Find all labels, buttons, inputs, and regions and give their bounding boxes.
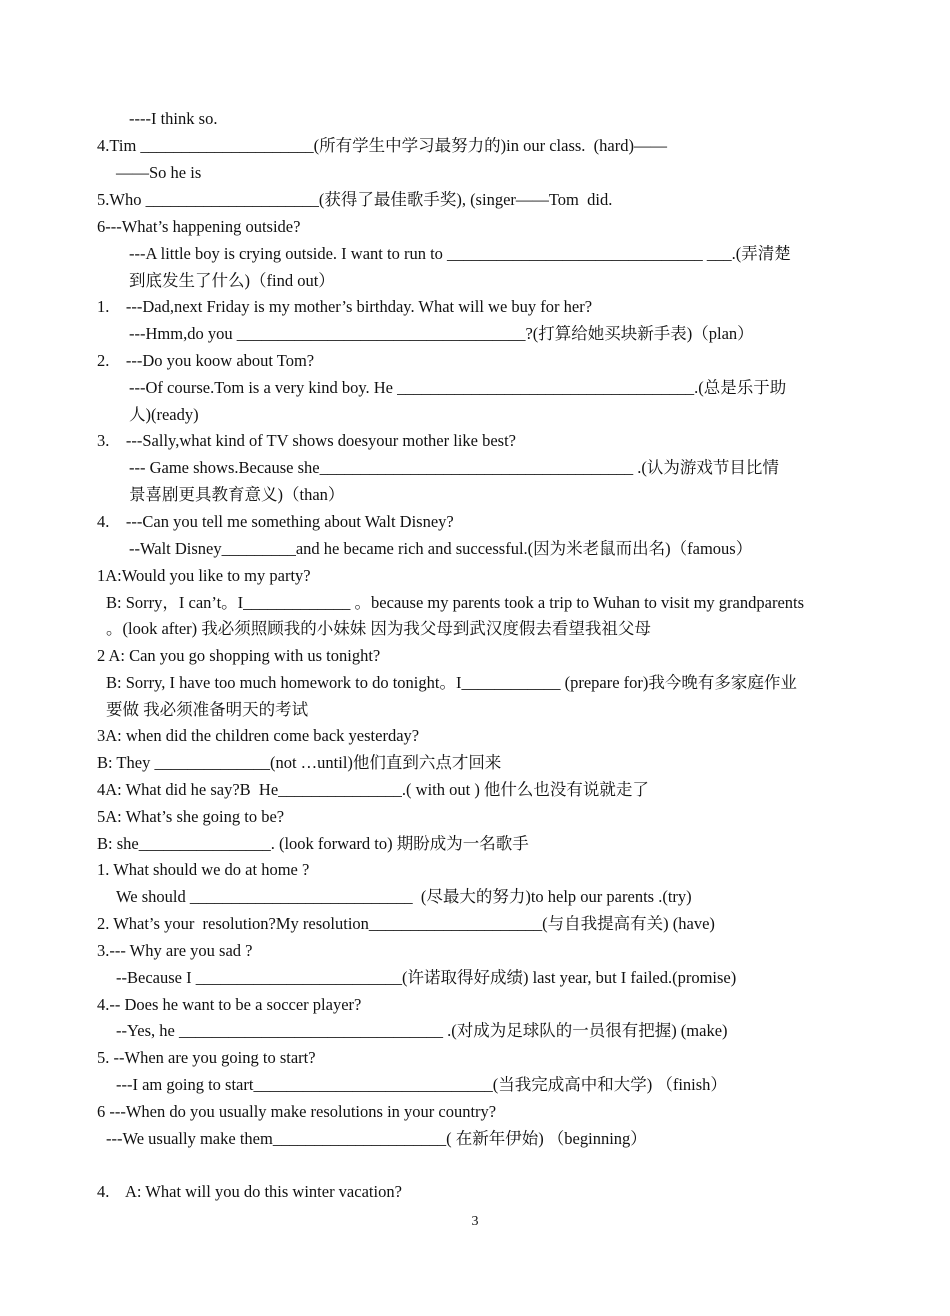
text-line: B: she________________. (look forward to) 期盼成为一名歌手	[97, 834, 529, 853]
text-line: 1A:Would you like to my party?	[97, 566, 311, 585]
text-line: 3A: when did the children come back yesterday?	[97, 726, 420, 745]
text-line: ---We usually make them_____________________( 在新年伊始) （beginning）	[106, 1129, 647, 1148]
text-line: ---Of course.Tom is a very kind boy. He ____________________________________.(总是乐于助	[129, 378, 787, 397]
text-line: ---Hmm,do you ___________________________________?(打算给她买块新手表)（plan）	[129, 324, 754, 343]
text-line: 4A: What did he say?B He_______________.( with out ) 他什么也没有说就走了	[97, 780, 649, 799]
text-line: 4. ---Can you tell me something about Walt Disney?	[97, 512, 454, 531]
text-line: ---I am going to start_____________________________(当我完成高中和大学) （finish）	[116, 1075, 727, 1094]
text-line: ——So he is	[116, 163, 202, 182]
text-line: --Yes, he ________________________________ .(对成为足球队的一员很有把握) (make)	[116, 1021, 728, 1040]
text-line: 人)(ready)	[129, 405, 199, 424]
text-line: 5.Who _____________________(获得了最佳歌手奖), (singer——Tom did.	[97, 190, 613, 209]
text-line: 3.--- Why are you sad ?	[97, 941, 253, 960]
text-line: ---A little boy is crying outside. I want to run to _______________________________ ___.(弄清楚	[129, 244, 791, 263]
text-line: 1. ---Dad,next Friday is my mother’s birthday. What will we buy for her?	[97, 297, 593, 316]
text-line: B: Sorry，I can’t。I_____________ 。because my parents took a trip to Wuhan to visit my grandparents	[106, 593, 805, 612]
text-line: --- Game shows.Because she______________________________________ .(认为游戏节目比情	[129, 458, 779, 477]
text-line: We should ___________________________ (尽最大的努力)to help our parents .(try)	[116, 887, 692, 906]
text-line: 2. ---Do you koow about Tom?	[97, 351, 315, 370]
text-line: 1. What should we do at home ?	[97, 860, 310, 879]
text-line: 景喜剧更具教育意义)（than）	[129, 485, 345, 504]
text-line: 6 ---When do you usually make resolutions in your country?	[97, 1102, 497, 1121]
page-number: 3	[471, 1214, 479, 1229]
text-line: 5. --When are you going to start?	[97, 1048, 316, 1067]
text-line: 5A: What’s she going to be?	[97, 807, 285, 826]
text-line: 。(look after) 我必须照顾我的小妹妹 因为我父母到武汉度假去看望我祖父母	[106, 619, 651, 638]
text-line: 6---What’s happening outside?	[97, 217, 301, 236]
text-line: B: Sorry, I have too much homework to do tonight。I____________ (prepare for)我今晚有多家庭作业	[106, 673, 797, 692]
text-line: --Because I _________________________(许诺取得好成绩) last year, but I failed.(promise)	[116, 968, 737, 987]
text-line: 要做 我必须准备明天的考试	[106, 700, 309, 719]
text-line: 到底发生了什么)（find out）	[129, 271, 335, 290]
text-line: 2 A: Can you go shopping with us tonight?	[97, 646, 381, 665]
text-line: 4.Tim _____________________(所有学生中学习最努力的)in our class. (hard)——	[97, 136, 667, 155]
text-line: ----I think so.	[129, 109, 218, 128]
text-line: 4.-- Does he want to be a soccer player?	[97, 995, 362, 1014]
text-line: 4. A: What will you do this winter vacation?	[97, 1182, 402, 1201]
text-line: --Walt Disney_________and he became rich and successful.(因为米老鼠而出名)（famous）	[129, 539, 753, 558]
text-line: B: They ______________(not …until)他们直到六点才回来	[97, 753, 502, 772]
text-line: 3. ---Sally,what kind of TV shows doesyour mother like best?	[97, 431, 517, 450]
text-line: 2. What’s your resolution?My resolution_____________________(与自我提高有关) (have)	[97, 914, 715, 933]
